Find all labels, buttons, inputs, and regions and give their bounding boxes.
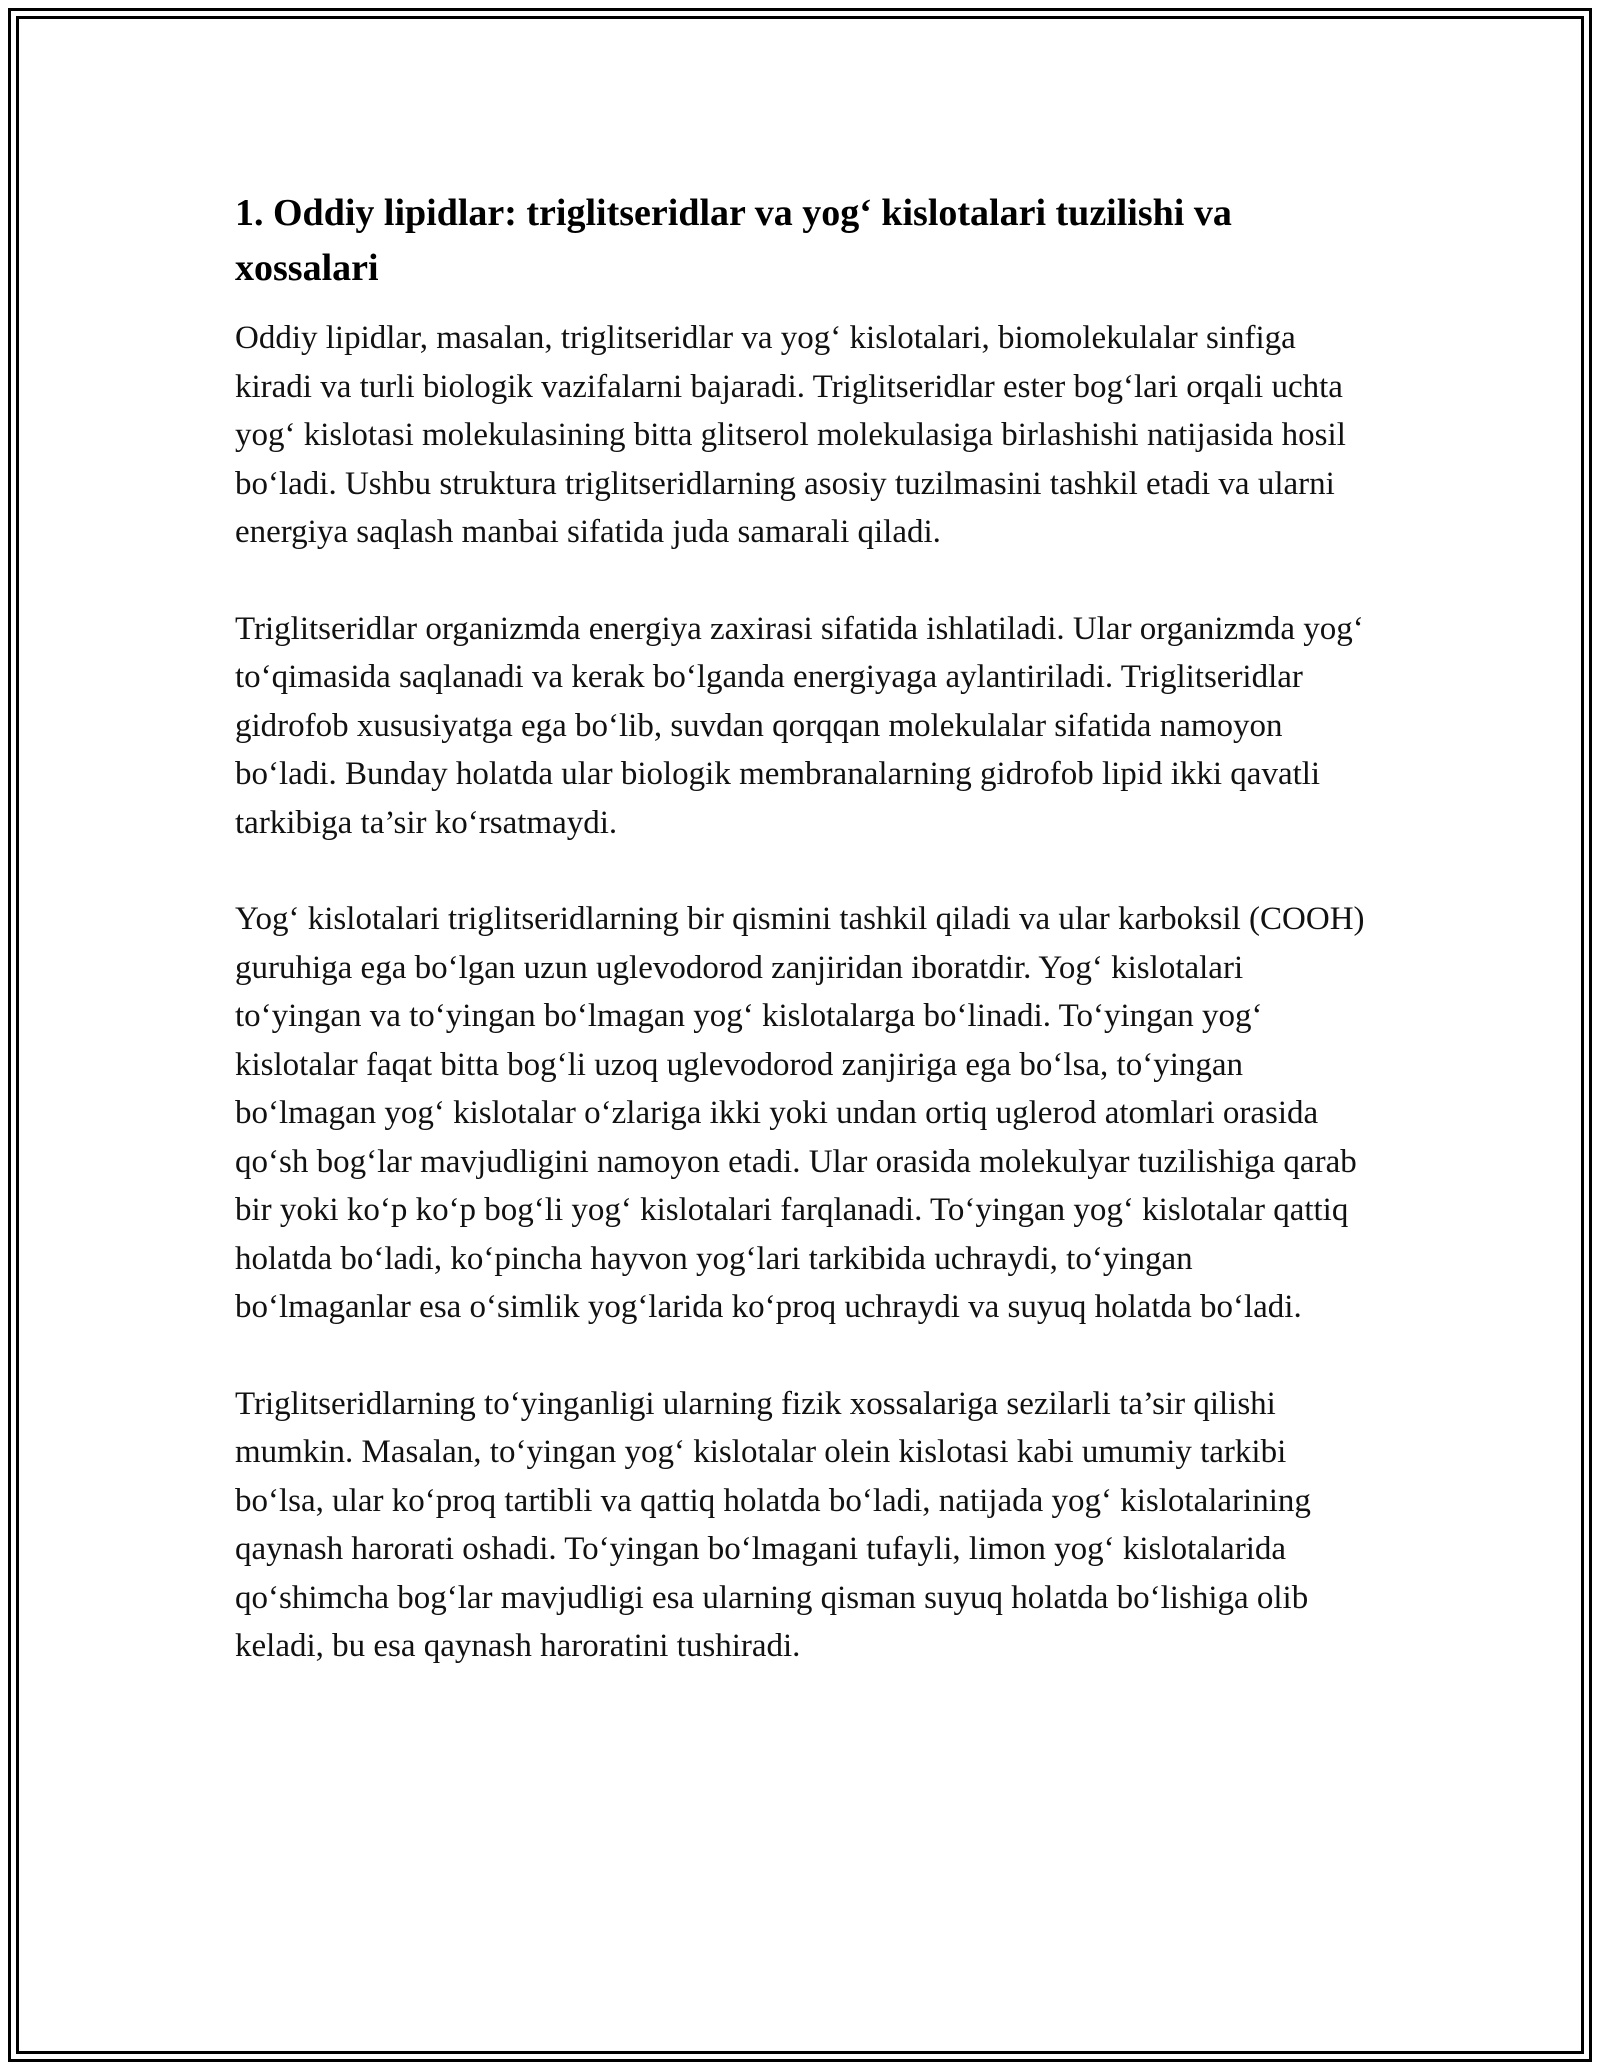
paragraph-4: Triglitseridlarning to‘yinganligi ularning fizik xossalariga sezilarli ta’sir qilishi mumkin. Masalan, to‘yingan yog‘ kislotalar olein kislotasi kabi umumiy tarkibi bo‘lsa, ular ko‘proq tartibli va qattiq holatda bo‘ladi, natijada yog‘ kislotalarining qaynash harorati oshadi. To‘yingan bo‘lmagani tufayli, limon yog‘ kislotalarida qo‘shimcha bog‘lar mavjudligi esa ularning qisman suyuq holatda bo‘lishiga olib keladi, bu esa qaynash haroratini tushiradi. (235, 1385, 1311, 1664)
paragraph-2: Triglitseridlar organizmda energiya zaxirasi sifatida ishlatiladi. Ular organizmda yog‘ to‘qimasida saqlanadi va kerak bo‘lganda energiyaga aylantiriladi. Triglitseridlar gidrofob xususiyatga ega bo‘lib, suvdan qorqqan molekulalar sifatida namoyon bo‘ladi. Bunday holatda ular biologik membranalarning gidrofob lipid ikki qavatli tarkibiga ta’sir ko‘rsatmaydi. (235, 610, 1364, 841)
paragraph-1: Oddiy lipidlar, masalan, triglitseridlar va yog‘ kislotalari, biomolekulalar sinfiga kiradi va turli biologik vazifalarni bajaradi. Triglitseridlar ester bog‘lari orqali uchta yog‘ kislotasi molekulasining bitta glitserol molekulasiga birlashishi natijasida hosil bo‘ladi. Ushbu struktura triglitseridlarning asosiy tuzilmasini tashkil etadi va ularni energiya saqlash manbai sifatida juda samarali qiladi. (235, 320, 1346, 550)
document-body (235, 186, 1375, 1719)
paragraph-3: Yog‘ kislotalari triglitseridlarning bir qismini tashkil qiladi va ular karboksil (COOH) guruhiga ega bo‘lgan uzun uglevodorod zanjiridan iboratdir. Yog‘ kislotalari to‘yingan va to‘yingan bo‘lmagan yog‘ kislotalarga bo‘linadi. To‘yingan yog‘ kislotalar faqat bitta bog‘li uzoq uglevodorod zanjiriga ega bo‘lsa, to‘yingan bo‘lmagan yog‘ kislotalar o‘zlariga ikki yoki undan ortiq uglerod atomlari orasida qo‘sh bog‘lar mavjudligini namoyon etadi. Ular orasida molekulyar tuzilishiga qarab bir yoki ko‘p ko‘p bog‘li yog‘ kislotalari farqlanadi. To‘yingan yog‘ kislotalar qattiq holatda bo‘ladi, ko‘pincha hayvon yog‘lari tarkibida uchraydi, to‘yingan bo‘lmaganlar esa o‘simlik yog‘larida ko‘proq uchraydi va suyuq holatda bo‘ladi. (235, 901, 1365, 1325)
section-heading: 1. Oddiy lipidlar: triglitseridlar va yog‘ kislotalari tuzilishi va xossalari (235, 192, 1232, 289)
